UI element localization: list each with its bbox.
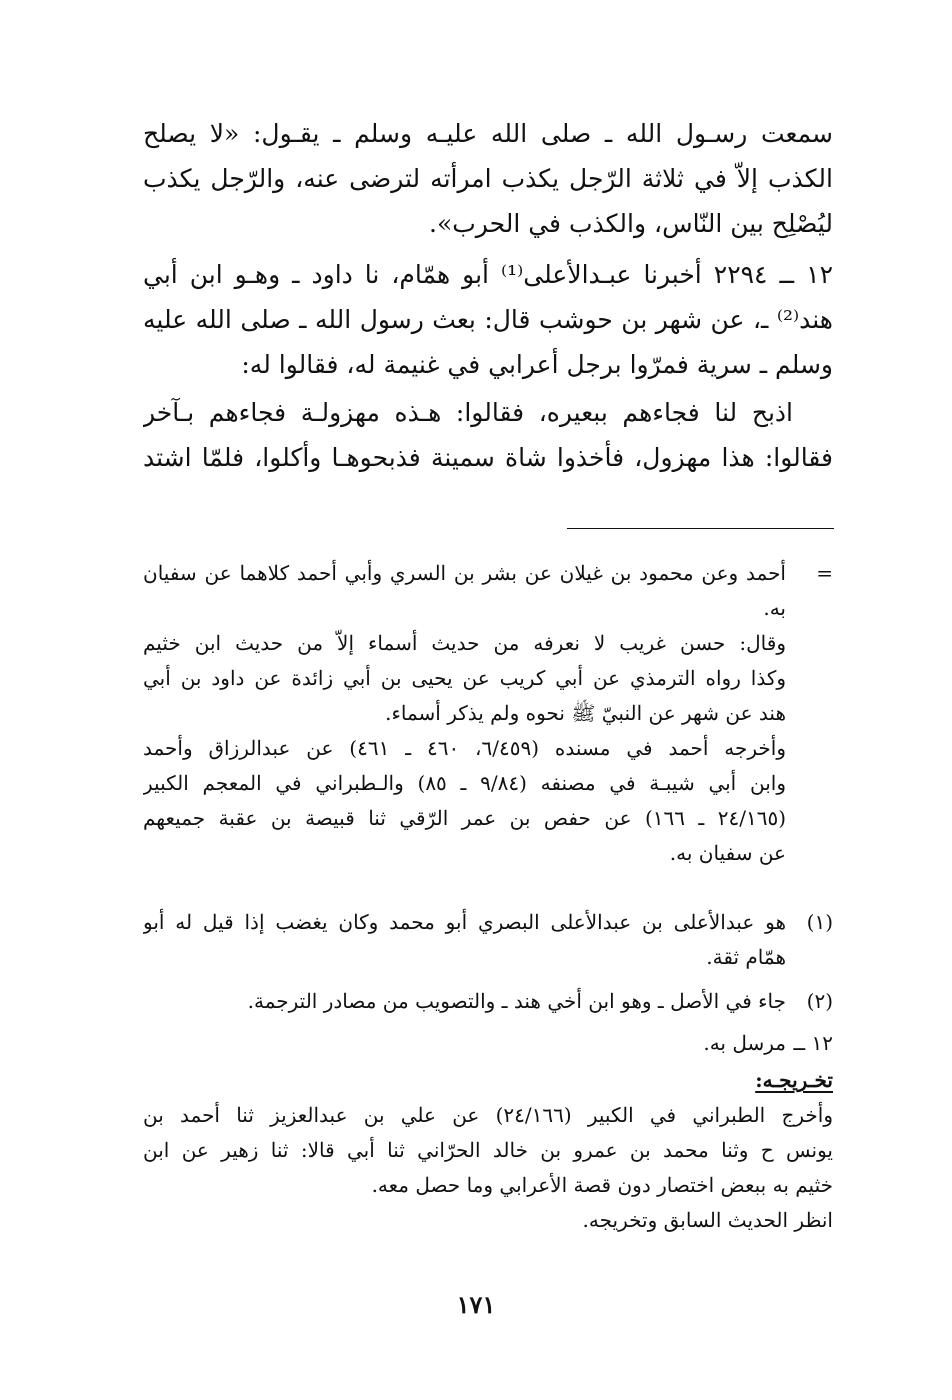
footnote-2 xyxy=(143,984,786,1019)
footnote-line: جاء في الأصل ـ وهو ابن أخي هند ـ والتصويب من مصادر الترجمة. xyxy=(247,989,786,1013)
hadith-2294 xyxy=(143,252,833,387)
continuation-marker: = xyxy=(816,561,833,585)
grade xyxy=(143,1026,786,1061)
footnote-1 xyxy=(143,905,786,975)
hadith-line: ١٢ ــ ٢٢٩٤ أخبرنا عبـدالأعلى⁽¹⁾ أبو همّام، نا داود ـ وهـو ابن أبي xyxy=(143,260,833,289)
takhrij-line: يونس ح وثنا محمد بن عمرو بن خالد الحرّاني ثنا أبي قالا: ثنا زهير عن ابن xyxy=(143,1138,833,1162)
footnote-line: وأخرجه أحمد في مسنده (٦/٤٥٩، ٤٦٠ ـ ٤٦١) عن عبدالرزاق وأحمد xyxy=(143,736,786,760)
footnote-line: وابن أبي شيبـة في مصنفه (٩/٨٤ ـ ٨٥) والـطبراني في المعجم الكبير xyxy=(143,771,786,795)
main-line: سمعت رسـول الله ـ صلى الله عليـه وسلم ـ يقـول: «لا يصلح xyxy=(143,119,833,148)
hadith-line: هند⁽²⁾ ـ، عن شهر بن حوشب قال: بعث رسول الله ـ صلى الله عليه xyxy=(143,305,833,334)
hadith-line: وسلم ـ سرية فمرّوا برجل أعرابي في غنيمة له، فقالوا له: xyxy=(241,350,833,379)
hadith-continuation xyxy=(143,390,833,480)
footnote-line: (٢٤/١٦٥ ـ ١٦٦) عن حفص بن عمر الرّقي ثنا قبيصة بن عقبة جميعهم xyxy=(143,806,786,830)
main-line: الكذب إلاّ في ثلاثة الرّجل يكذب امرأته لترضى عنه، والرّجل يكذب xyxy=(143,164,833,193)
footnote-2-marker: (٢) xyxy=(806,989,833,1013)
main-text xyxy=(143,111,833,246)
main-line: ليُصْلِح بين النّاس، والكذب في الحرب». xyxy=(429,209,833,238)
grade-text: مرسل به. xyxy=(703,1031,786,1055)
footnote-line: همّام ثقة. xyxy=(706,945,786,969)
continuation-line: فقالوا: هذا مهزول، فأخذوا شاة سمينة فذبحوهـا وأكلوا، فلمّا اشتد xyxy=(143,443,833,472)
footnote-line: أحمد وعن محمود بن غيلان عن بشر بن السري وأبي أحمد كلاهما عن سفيان xyxy=(143,561,786,585)
footnote-line: هو عبدالأعلى بن عبدالأعلى البصري أبو محمد وكان يغضب إذا قيل له أبو xyxy=(143,910,786,934)
footnote-continuation xyxy=(143,556,786,871)
footnote-1-marker: (١) xyxy=(806,910,833,934)
footnote-line: وكذا رواه الترمذي عن أبي كريب عن يحيى بن أبي زائدة عن داود بن أبي xyxy=(143,666,786,690)
footnote-line: به. xyxy=(763,596,786,620)
takhrij-line: انظر الحديث السابق وتخريجه. xyxy=(582,1208,833,1232)
takhrij-section xyxy=(143,1063,833,1238)
footnote-line: هند عن شهر عن النبيّ ﷺ نحوه ولم يذكر أسماء. xyxy=(385,701,786,725)
takhrij-heading: تخـريجـه: xyxy=(755,1068,833,1092)
takhrij-line: خثيم به ببعض اختصار دون قصة الأعرابي وما حصل معه. xyxy=(371,1173,833,1197)
grade-marker: ١٢ ــ xyxy=(793,1031,833,1055)
page-number: ١٧١ xyxy=(456,1290,496,1319)
footnote-separator xyxy=(567,528,834,529)
footnote-line: وقال: حسن غريب لا نعرفه من حديث أسماء إلاّ من حديث ابن خثيم xyxy=(143,631,786,655)
takhrij-line: وأخرج الطبراني في الكبير (٢٤/١٦٦) عن علي بن عبدالعزيز ثنا أحمد بن xyxy=(143,1103,833,1127)
footnote-line: عن سفيان به. xyxy=(669,841,786,865)
continuation-line: اذبح لنا فجاءهم ببعيره، فقالوا: هـذه مهزولـة فجاءهم بـآخر xyxy=(143,398,793,427)
